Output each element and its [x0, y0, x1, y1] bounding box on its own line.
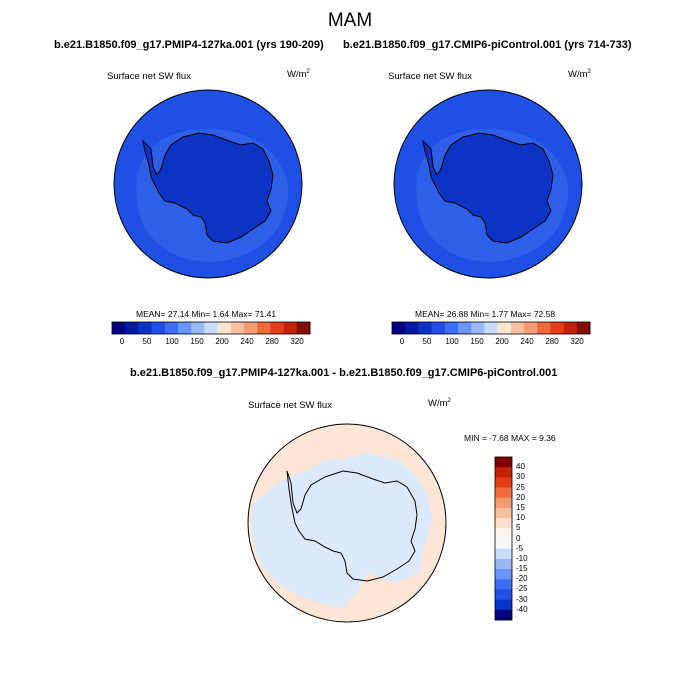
- colorbar-swatch: [577, 322, 591, 334]
- colorbar-swatch: [498, 322, 512, 334]
- panel-2-units: $W/m^2$: [568, 69, 591, 81]
- panel-3-map: [247, 423, 447, 623]
- panel-3-stats: MIN = -7.68 MAX = 9.36: [464, 433, 556, 443]
- colorbar-swatch: [445, 322, 459, 334]
- colorbar-tick-label: 25: [516, 482, 525, 492]
- panel-3-colorbar: [495, 457, 512, 620]
- colorbar-swatch: [495, 589, 512, 599]
- colorbar-tick-label: 15: [516, 502, 525, 512]
- colorbar-swatch: [524, 322, 538, 334]
- colorbar-swatch: [152, 322, 166, 334]
- figure-title: MAM: [327, 10, 373, 31]
- colorbar-swatch: [125, 322, 139, 334]
- colorbar-swatch: [257, 322, 271, 334]
- colorbar-tick-label: 200: [495, 337, 509, 346]
- panel-1-stats: MEAN= 27.14 Min= 1.64 Max= 71.41: [136, 309, 277, 319]
- colorbar-swatch: [495, 539, 512, 549]
- colorbar-tick-label: 200: [215, 337, 229, 346]
- colorbar-swatch: [405, 322, 419, 334]
- panel-1-colorbar-labels: [112, 337, 310, 349]
- colorbar-tick-label: -30: [516, 594, 528, 604]
- colorbar-swatch: [495, 569, 512, 579]
- colorbar-tick-label: 280: [265, 337, 279, 346]
- colorbar-tick-label: -5: [516, 543, 524, 553]
- panel-2-stats: MEAN= 26.88 Min= 1.77 Max= 72.58: [415, 309, 556, 319]
- panel-2-colorbar-labels: [392, 337, 590, 349]
- panel-3-title: b.e21.B1850.f09_g17.PMIP4-127ka.001 - b.e21.B1850.f09_g17.CMIP6-piControl.001: [130, 367, 558, 379]
- colorbar-swatch: [484, 322, 498, 334]
- colorbar-tick-label: -15: [516, 564, 528, 574]
- colorbar-swatch: [537, 322, 551, 334]
- colorbar-tick-label: 0: [399, 337, 405, 346]
- colorbar-swatch: [432, 322, 446, 334]
- colorbar-tick-label: 50: [142, 337, 152, 346]
- colorbar-swatch: [165, 322, 179, 334]
- panel-1-map: [113, 89, 303, 279]
- colorbar-tick-label: 40: [516, 462, 525, 472]
- colorbar-tick-label: 150: [190, 337, 204, 346]
- panel-2-title: b.e21.B1850.f09_g17.CMIP6-piControl.001 (yrs 714-733): [343, 39, 632, 51]
- colorbar-tick-label: -10: [516, 553, 528, 563]
- colorbar-swatch: [218, 322, 232, 334]
- colorbar-tick-label: 50: [422, 337, 432, 346]
- panel-2-colorbar: [392, 322, 590, 334]
- panel-3-colorbar-labels: [516, 457, 546, 620]
- colorbar-swatch: [495, 488, 512, 498]
- colorbar-tick-label: 240: [520, 337, 534, 346]
- colorbar-tick-label: 100: [445, 337, 459, 346]
- colorbar-tick-label: 20: [516, 492, 525, 502]
- colorbar-swatch: [495, 610, 512, 620]
- colorbar-tick-label: 280: [545, 337, 559, 346]
- colorbar-tick-label: 5: [516, 523, 521, 533]
- colorbar-swatch: [112, 322, 126, 334]
- panel-1-variable-label: Surface net SW flux: [107, 71, 191, 82]
- colorbar-swatch: [204, 322, 218, 334]
- colorbar-swatch: [495, 477, 512, 487]
- colorbar-swatch: [495, 498, 512, 508]
- panel-3-variable-label: Surface net SW flux: [248, 400, 332, 411]
- colorbar-swatch: [495, 528, 512, 538]
- colorbar-swatch: [495, 600, 512, 610]
- colorbar-swatch: [495, 508, 512, 518]
- colorbar-swatch: [178, 322, 192, 334]
- colorbar-tick-label: 150: [470, 337, 484, 346]
- colorbar-swatch: [418, 322, 432, 334]
- panel-2-variable-label: Surface net SW flux: [388, 71, 472, 82]
- colorbar-tick-label: 320: [570, 337, 584, 346]
- panel-1-title: b.e21.B1850.f09_g17.PMIP4-127ka.001 (yrs 190-209): [54, 39, 324, 51]
- colorbar-tick-label: 0: [516, 533, 521, 543]
- colorbar-swatch: [270, 322, 284, 334]
- colorbar-tick-label: 240: [240, 337, 254, 346]
- colorbar-tick-label: 320: [290, 337, 304, 346]
- colorbar-swatch: [495, 518, 512, 528]
- colorbar-swatch: [495, 579, 512, 589]
- colorbar-swatch: [284, 322, 298, 334]
- colorbar-swatch: [244, 322, 258, 334]
- colorbar-tick-label: 10: [516, 513, 525, 523]
- colorbar-tick-label: 0: [119, 337, 125, 346]
- colorbar-swatch: [392, 322, 406, 334]
- panel-1-colorbar: [112, 322, 310, 334]
- colorbar-swatch: [495, 559, 512, 569]
- panel-2-map: [393, 89, 583, 279]
- colorbar-tick-label: -20: [516, 574, 528, 584]
- colorbar-swatch: [564, 322, 578, 334]
- panel-3-units: $W/m^2$: [428, 398, 451, 410]
- colorbar-swatch: [511, 322, 525, 334]
- colorbar-swatch: [458, 322, 472, 334]
- colorbar-swatch: [191, 322, 205, 334]
- colorbar-tick-label: 100: [165, 337, 179, 346]
- colorbar-tick-label: -25: [516, 584, 528, 594]
- colorbar-swatch: [471, 322, 485, 334]
- colorbar-tick-label: 30: [516, 472, 525, 482]
- colorbar-swatch: [297, 322, 311, 334]
- colorbar-swatch: [495, 467, 512, 477]
- colorbar-swatch: [495, 457, 512, 467]
- colorbar-tick-label: -40: [516, 604, 528, 614]
- panel-1-units: $W/m^2$: [287, 69, 310, 81]
- colorbar-swatch: [495, 549, 512, 559]
- colorbar-swatch: [138, 322, 152, 334]
- colorbar-swatch: [550, 322, 564, 334]
- colorbar-swatch: [231, 322, 245, 334]
